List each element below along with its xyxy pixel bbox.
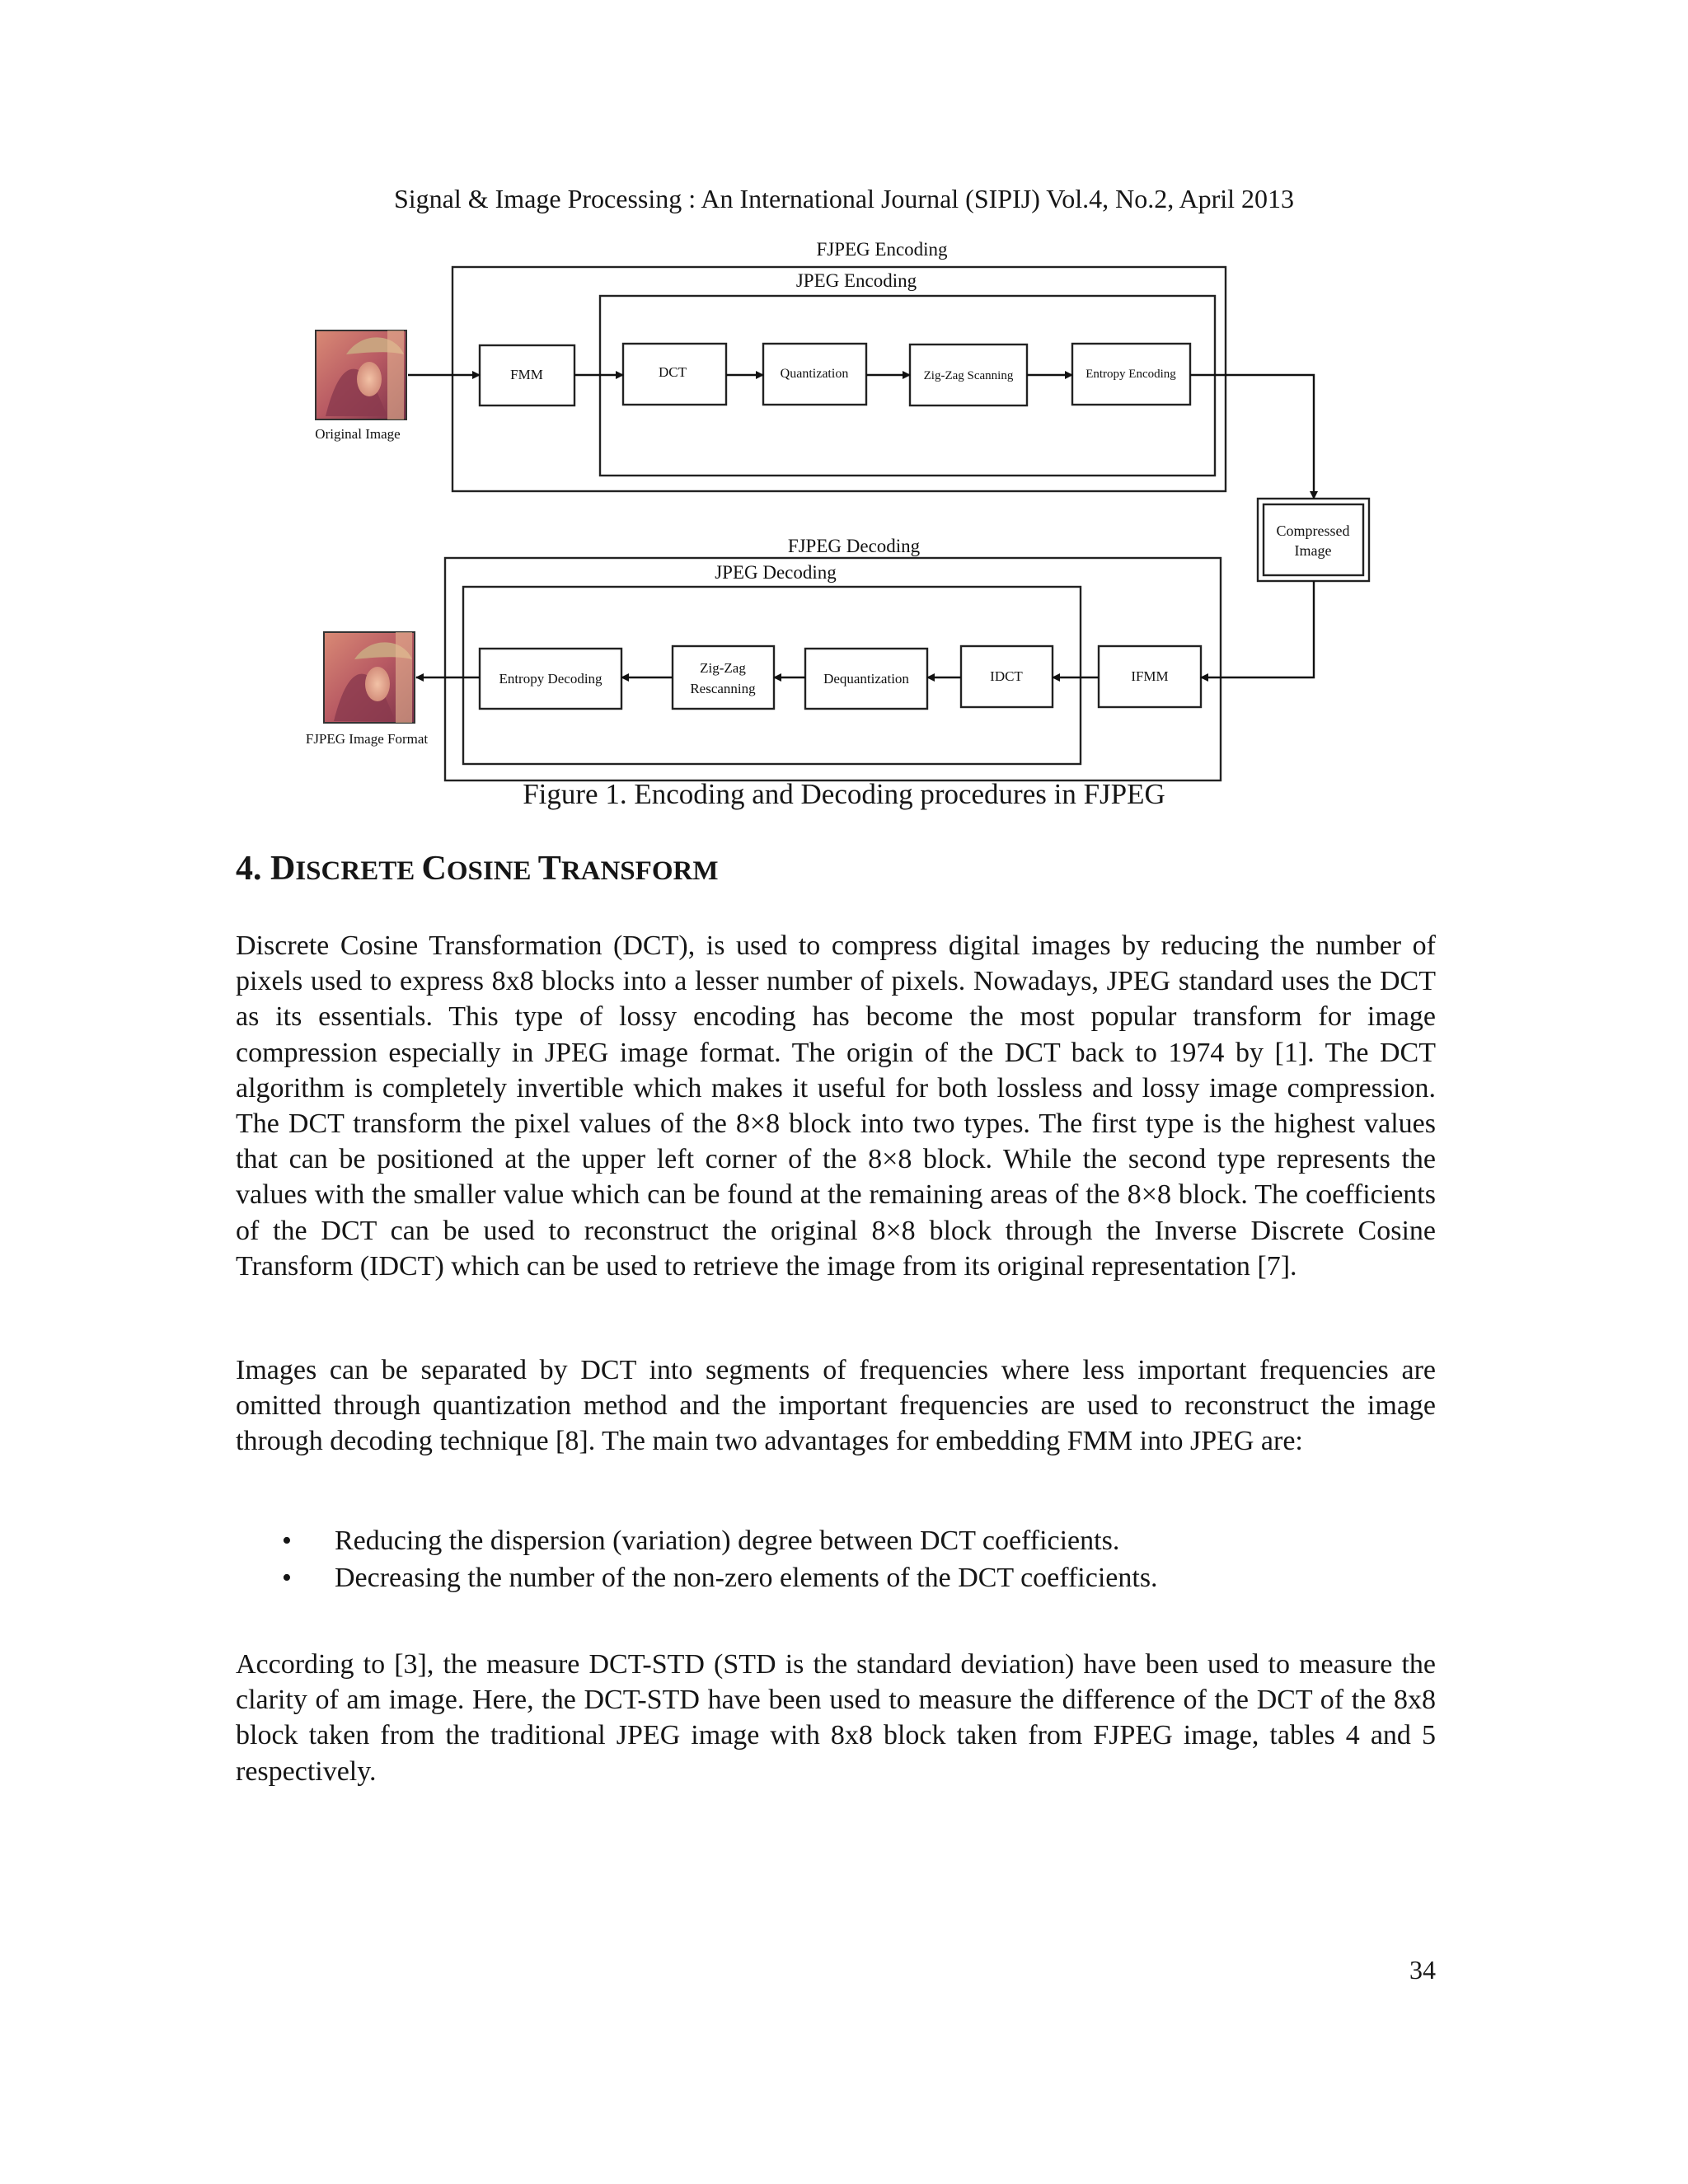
heading-cap-t: T — [537, 850, 561, 888]
entropy-decoding-label: Entropy Decoding — [499, 671, 603, 687]
page-number: 34 — [1409, 1955, 1436, 1985]
running-header: Signal & Image Processing : An International Journal (SIPIJ) Vol.4, No.2, April 2013 — [393, 184, 1295, 213]
original-image-label: Original Image — [315, 426, 401, 442]
list-item — [236, 1559, 1436, 1596]
heading-cap-c: C — [421, 850, 447, 888]
jpeg-decoding-label: JPEG Decoding — [715, 562, 837, 583]
rescanning-label: Rescanning — [690, 681, 756, 696]
fmm-label: FMM — [510, 367, 543, 382]
bullet-symbol: • — [282, 1526, 292, 1556]
entropy-encoding-label: Entropy Encoding — [1085, 368, 1176, 381]
dct-label: DCT — [659, 364, 687, 380]
jpeg-encoding-label: JPEG Encoding — [795, 270, 917, 291]
dequantization-label: Dequantization — [823, 671, 909, 687]
paragraph-dct-intro: Discrete Cosine Transformation (DCT), is used to compress digital images by reducing the number of pixels used to express 8x8 blocks into a lesser number of pixels. Nowadays, JPEG standard uses the DCT as its essentials. This type of lossy encoding has become the most popular transform for image compression especially in JPEG image format. The origin of the DCT back to 1974 by [1]. The DCT algorithm is completely invertible which makes it useful for both lossless and lossy image compression. The DCT transform the pixel values of the 8×8 block into two types. The first type is the highest values that can be positioned at the upper left corner of the 8×8 block. While the second type represents the values with the smaller value which can be found at the remaining areas of the 8×8 block. The coefficients of the DCT can be used to reconstruct the original 8×8 block through the Inverse Discrete Cosine Transform (IDCT) which can be used to retrieve the image from its original representation [7]. — [236, 930, 1436, 1282]
bullet-symbol: • — [282, 1563, 292, 1593]
compressed-image-inner-box — [1264, 504, 1363, 575]
fjpeg-decoding-label: FJPEG Decoding — [787, 536, 921, 556]
fjpeg-image-thumbnail — [324, 632, 415, 723]
heading-rest-t: RANSFORM — [560, 856, 719, 886]
zigzag-rescanning-box — [673, 646, 774, 709]
paragraph-dct-frequencies: Images can be separated by DCT into segments of frequencies where less important frequencies are omitted through quantization method and the important frequencies are used to reconstruct the image through decoding technique [8]. The main two advantages for embedding FMM into JPEG are: — [236, 1355, 1436, 1457]
compressed-image-outer-box — [1258, 499, 1369, 581]
advantages-list — [236, 1522, 1436, 1596]
heading-rest-d: ISCRETE — [295, 856, 422, 886]
idct-label: IDCT — [990, 668, 1023, 684]
paragraph-dct-std: According to [3], the measure DCT-STD (STD is the standard deviation) have been used to measure the clarity of am image. Here, the DCT-STD have been used to measure the difference of the DCT of the 8x8 block taken from the traditional JPEG image with 8x8 block taken from FJPEG image, tables 4 and 5 respectively. — [236, 1649, 1436, 1787]
ifmm-label: IFMM — [1131, 668, 1169, 684]
compressed-label-line1: Compressed — [1276, 523, 1350, 539]
quantization-label: Quantization — [780, 367, 849, 381]
figure-caption: Figure 1. Encoding and Decoding procedures in FJPEG — [523, 778, 1165, 810]
list-item — [236, 1522, 1436, 1559]
compressed-label-line2: Image — [1294, 542, 1332, 559]
zigzag-label: Zig-Zag — [700, 660, 746, 676]
original-image-thumbnail — [316, 330, 406, 419]
fjpeg-encoding-label: FJPEG Encoding — [816, 239, 948, 260]
section-number: 4. — [236, 850, 270, 888]
heading-cap-d: D — [270, 850, 296, 888]
list-item-text: Reducing the dispersion (variation) degree between DCT coefficients. — [335, 1526, 1120, 1556]
fjpeg-decoding-frame — [445, 558, 1221, 780]
fjpeg-image-format-label: FJPEG Image Format — [305, 731, 429, 747]
section-heading — [236, 849, 718, 888]
zigzag-scanning-label: Zig-Zag Scanning — [923, 369, 1014, 382]
heading-rest-c: OSINE — [446, 856, 538, 886]
list-item-text: Decreasing the number of the non-zero elements of the DCT coefficients. — [335, 1563, 1158, 1593]
jpeg-encoding-frame — [600, 296, 1215, 476]
fjpeg-block-diagram — [0, 0, 1688, 824]
